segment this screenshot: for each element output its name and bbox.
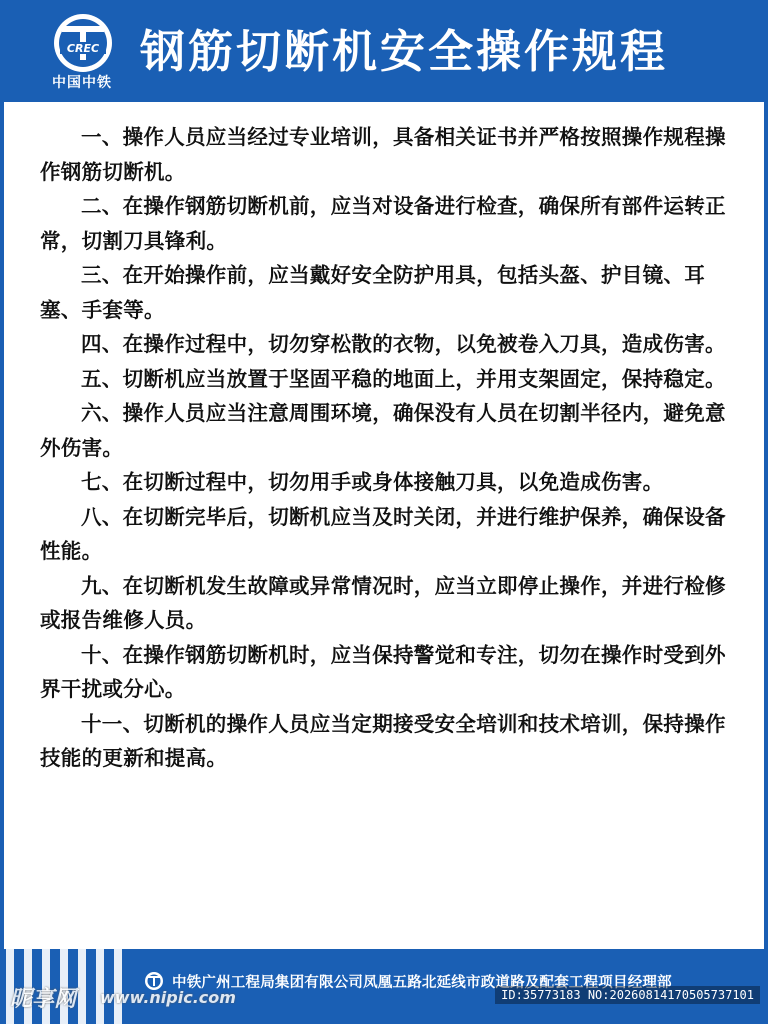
watermark-id: ID:35773183 NO:20260814170505737101 xyxy=(495,986,760,1004)
rule-item-2: 二、在操作钢筋切断机前，应当对设备进行检查，确保所有部件运转正常，切割刀具锋利。 xyxy=(40,194,726,253)
rule-item-11: 十一、切断机的操作人员应当定期接受安全培训和技术培训，保持操作技能的更新和提高。 xyxy=(40,711,726,770)
crec-logo-icon xyxy=(52,12,114,74)
rule-item-10: 十、在操作钢筋切断机时，应当保持警觉和专注，切勿在操作时受到外界干扰或分心。 xyxy=(40,642,726,701)
header-banner xyxy=(0,0,768,102)
page-title: 钢筋切断机安全操作规程 xyxy=(140,25,669,78)
crec-logo xyxy=(40,12,124,94)
rule-item-6: 六、操作人员应当注意周围环境，确保没有人员在切割半径内，避免意外伤害。 xyxy=(40,401,726,460)
rule-item-3: 三、在开始操作前，应当戴好安全防护用具，包括头盔、护目镜、耳塞、手套等。 xyxy=(40,263,705,322)
rule-item-5: 五、切断机应当放置于坚固平稳的地面上，并用支架固定，保持稳定。 xyxy=(81,366,726,391)
rule-item-1: 一、操作人员应当经过专业培训，具备相关证书并严格按照操作规程操作钢筋切断机。 xyxy=(40,125,726,184)
logo-letters: CREC xyxy=(66,42,100,55)
logo-text: 中国中铁 xyxy=(52,75,112,91)
rule-item-9: 九、在切断机发生故障或异常情况时，应当立即停止操作，并进行检修或报告维修人员。 xyxy=(40,573,726,632)
footer-company: 中铁广州工程局集团有限公司凤凰五路北延线市政道路及配套工程项目经理部 xyxy=(172,975,672,991)
rule-item-4: 四、在操作过程中，切勿穿松散的衣物，以免被卷入刀具，造成伤害。 xyxy=(81,332,726,356)
rule-item-7: 七、在切断过程中，切勿用手或身体接触刀具，以免造成伤害。 xyxy=(81,470,664,494)
rules-list xyxy=(40,120,730,776)
rule-item-8: 八、在切断完毕后，切断机应当及时关闭，并进行维护保养，确保设备性能。 xyxy=(40,504,726,563)
watermark-brand: 昵享网 xyxy=(10,987,77,1012)
watermark-url: www.nipic.com xyxy=(100,988,236,1007)
